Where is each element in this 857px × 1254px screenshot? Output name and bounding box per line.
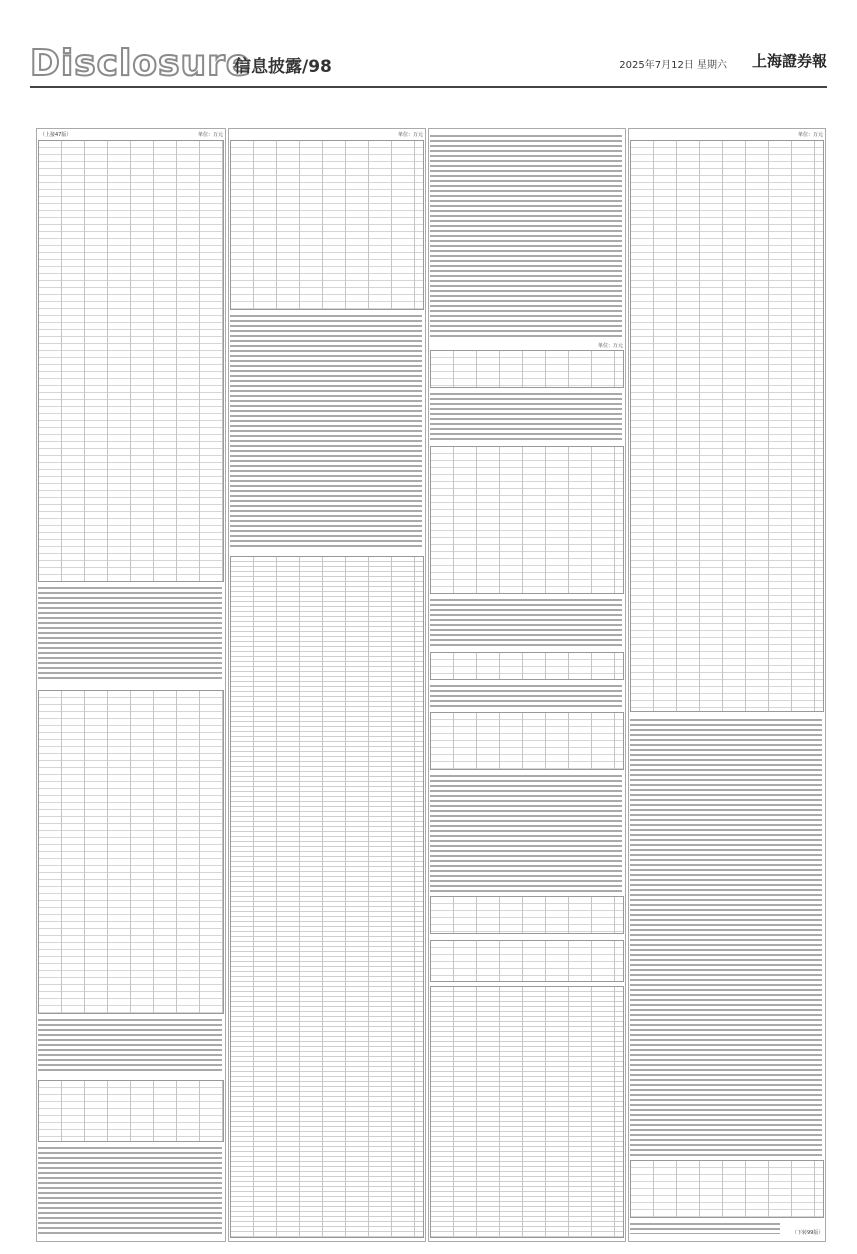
- column-1-table-2: [38, 690, 224, 1014]
- column-4-text-1: [630, 716, 822, 1156]
- column-1-table-3: [38, 1080, 224, 1142]
- column-2-table-2: [230, 556, 424, 1238]
- column-1-text-3: [38, 1144, 222, 1236]
- column-1-text-2: [38, 1016, 222, 1072]
- column-3-text-4: [430, 682, 622, 710]
- continued-from-label: （上接47版）: [40, 132, 72, 138]
- column-3-table-3: [430, 652, 624, 680]
- column-3-table-2: [430, 446, 624, 594]
- column-3-table-4: [430, 712, 624, 770]
- column-4-text-2: [630, 1220, 780, 1234]
- column-3-text-2: [430, 390, 622, 442]
- newspaper-name: 上海證券報: [751, 52, 827, 70]
- masthead-disclosure: Disclosure: [30, 43, 252, 84]
- column-2-text-1: [230, 312, 422, 550]
- column-3-text-3: [430, 596, 622, 648]
- issue-date: 2025年7月12日 星期六: [619, 60, 727, 71]
- section-title: 信息披露/98: [234, 57, 332, 77]
- column-3-text-5: [430, 772, 622, 892]
- column-4-table-2: [630, 1160, 824, 1218]
- continued-to-label: （下转99版）: [792, 1230, 824, 1236]
- header-rule: [30, 86, 827, 88]
- column-2-table-main: [230, 140, 424, 310]
- column-4-unit: 单位：万元: [798, 132, 824, 138]
- column-3-table-7: [430, 986, 624, 1238]
- column-1-text-1: [38, 584, 222, 682]
- page-header: [30, 44, 827, 84]
- column-3-table-5: [430, 896, 624, 934]
- column-3-table-6: [430, 940, 624, 982]
- column-2-unit: 单位：万元: [398, 132, 424, 138]
- column-3-table-1: [430, 350, 624, 388]
- column-1-table-main: [38, 140, 224, 582]
- column-3-text-1: [430, 132, 622, 340]
- column-4-table-main: [630, 140, 824, 712]
- column-1-unit: 单位：万元: [198, 132, 224, 138]
- column-3-unit: 单位：万元: [598, 343, 624, 349]
